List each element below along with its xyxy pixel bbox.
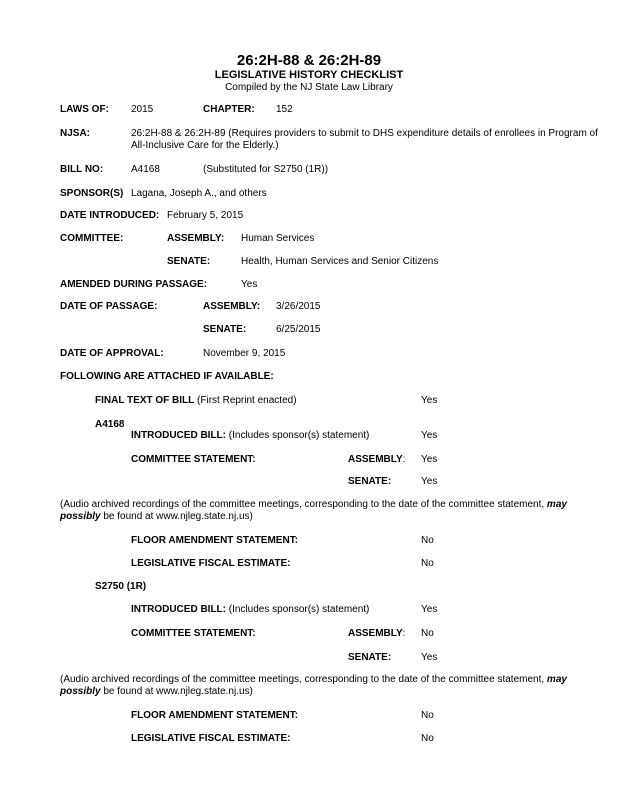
audio-note-2-after: be found at www.njleg.state.nj.us) bbox=[100, 686, 253, 697]
s2750-assembly-label: ASSEMBLY: bbox=[348, 628, 406, 639]
document-title: 26:2H-88 & 26:2H-89 bbox=[236, 52, 382, 69]
s2750-floor-label: FLOOR AMENDMENT STATEMENT: bbox=[131, 710, 299, 721]
njsa-label: NJSA: bbox=[60, 128, 91, 139]
final-text-label-bold: FINAL TEXT OF BILL bbox=[95, 395, 195, 406]
date-introduced-label: DATE INTRODUCED: bbox=[60, 210, 160, 221]
bill-no-label: BILL NO: bbox=[60, 164, 104, 175]
chapter-label: CHAPTER: bbox=[203, 104, 255, 115]
s2750-introduced-rest: (Includes sponsor(s) statement) bbox=[226, 604, 370, 615]
committee-assembly-label: ASSEMBLY: bbox=[167, 233, 225, 244]
laws-of-label: LAWS OF: bbox=[60, 104, 109, 115]
a4168-senate-label: SENATE: bbox=[348, 476, 392, 487]
a4168-assembly-value: Yes bbox=[421, 454, 438, 465]
following-heading: FOLLOWING ARE ATTACHED IF AVAILABLE: bbox=[60, 371, 274, 382]
audio-note-1-emph: may possibly bbox=[60, 499, 567, 522]
compiled-by: Compiled by the NJ State Law Library bbox=[225, 82, 393, 93]
s2750-fiscal-value: No bbox=[421, 733, 434, 744]
s2750-assembly-label-text: ASSEMBLY bbox=[348, 628, 403, 639]
a4168-introduced-label bbox=[131, 430, 369, 442]
s2750-assembly-value: No bbox=[421, 628, 434, 639]
bill-s2750-heading: S2750 (1R) bbox=[95, 581, 147, 592]
chapter-value: 152 bbox=[276, 104, 293, 115]
s2750-fiscal-label: LEGISLATIVE FISCAL ESTIMATE: bbox=[131, 733, 291, 744]
date-of-approval-value: November 9, 2015 bbox=[203, 348, 286, 359]
s2750-floor-value: No bbox=[421, 710, 434, 721]
a4168-introduced-bold: INTRODUCED BILL: bbox=[131, 430, 226, 441]
a4168-committee-statement-label: COMMITTEE STATEMENT: bbox=[131, 454, 256, 465]
a4168-floor-value: No bbox=[421, 535, 434, 546]
amended-label: AMENDED DURING PASSAGE: bbox=[60, 279, 208, 290]
s2750-senate-label: SENATE: bbox=[348, 652, 392, 663]
s2750-committee-statement-label: COMMITTEE STATEMENT: bbox=[131, 628, 256, 639]
document-subtitle: LEGISLATIVE HISTORY CHECKLIST bbox=[214, 69, 404, 81]
s2750-introduced-bold: INTRODUCED BILL: bbox=[131, 604, 226, 615]
audio-note-1-before: (Audio archived recordings of the committee meetings, corresponding to the date of the committee statement, bbox=[60, 499, 547, 510]
audio-note-1-after: be found at www.njleg.state.nj.us) bbox=[100, 511, 253, 522]
laws-of-value: 2015 bbox=[131, 104, 154, 115]
passage-senate-label: SENATE: bbox=[203, 324, 247, 335]
bill-no-value: A4168 bbox=[131, 164, 160, 175]
final-text-label bbox=[95, 395, 297, 407]
a4168-floor-label: FLOOR AMENDMENT STATEMENT: bbox=[131, 535, 299, 546]
bill-substituted: (Substituted for S2750 (1R)) bbox=[203, 164, 329, 175]
passage-assembly-value: 3/26/2015 bbox=[276, 301, 321, 312]
s2750-introduced-value: Yes bbox=[421, 604, 438, 615]
a4168-fiscal-value: No bbox=[421, 558, 434, 569]
date-of-passage-label: DATE OF PASSAGE: bbox=[60, 301, 158, 312]
passage-senate-value: 6/25/2015 bbox=[276, 324, 321, 335]
final-text-value: Yes bbox=[421, 395, 438, 406]
committee-senate-value: Health, Human Services and Senior Citizens bbox=[241, 256, 439, 267]
s2750-senate-value: Yes bbox=[421, 652, 438, 663]
a4168-introduced-rest: (Includes sponsor(s) statement) bbox=[226, 430, 370, 441]
sponsors-value: Lagana, Joseph A., and others bbox=[131, 188, 267, 199]
committee-senate-label: SENATE: bbox=[167, 256, 211, 267]
sponsors-label: SPONSOR(S) bbox=[60, 188, 124, 199]
amended-value: Yes bbox=[241, 279, 258, 290]
a4168-introduced-value: Yes bbox=[421, 430, 438, 441]
njsa-value: 26:2H-88 & 26:2H-89 (Requires providers to submit to DHS expenditure details of enrollees in Program of All-Inclusive Care for the Elderly.) bbox=[131, 128, 598, 151]
committee-assembly-value: Human Services bbox=[241, 233, 315, 244]
date-of-approval-label: DATE OF APPROVAL: bbox=[60, 348, 164, 359]
a4168-assembly-label: ASSEMBLY: bbox=[348, 454, 406, 465]
final-text-label-rest: (First Reprint enacted) bbox=[194, 395, 297, 406]
a4168-fiscal-label: LEGISLATIVE FISCAL ESTIMATE: bbox=[131, 558, 291, 569]
audio-note-1 bbox=[60, 499, 605, 523]
committee-label: COMMITTEE: bbox=[60, 233, 124, 244]
audio-note-2-before: (Audio archived recordings of the committee meetings, corresponding to the date of the committee statement, bbox=[60, 674, 547, 685]
bill-a4168-heading: A4168 bbox=[95, 419, 125, 430]
audio-note-2-emph: may possibly bbox=[60, 674, 567, 697]
passage-assembly-label: ASSEMBLY: bbox=[203, 301, 261, 312]
date-introduced-value: February 5, 2015 bbox=[167, 210, 244, 221]
a4168-assembly-label-text: ASSEMBLY bbox=[348, 454, 403, 465]
a4168-senate-value: Yes bbox=[421, 476, 438, 487]
audio-note-2 bbox=[60, 674, 605, 698]
s2750-introduced-label bbox=[131, 604, 369, 616]
